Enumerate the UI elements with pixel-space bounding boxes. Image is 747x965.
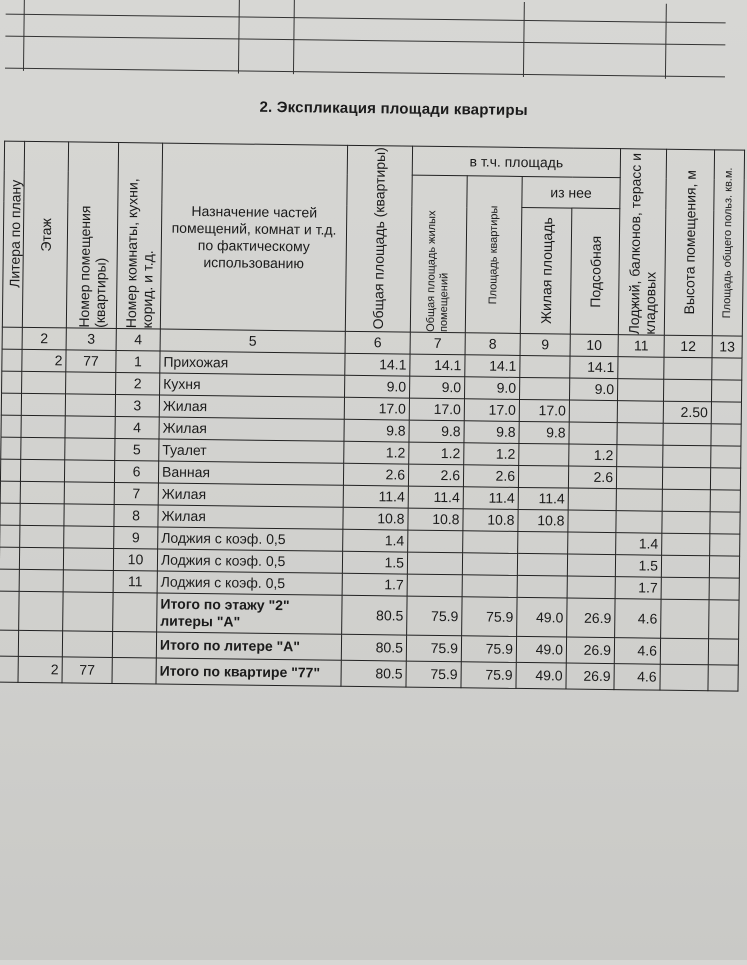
total-area-cell: 17.0 bbox=[344, 397, 409, 420]
col-number: 5 bbox=[160, 329, 345, 353]
header-height: Высота помещения, м bbox=[680, 170, 699, 315]
room-no-cell: 7 bbox=[114, 483, 158, 506]
total-living-cell: 17.0 bbox=[409, 398, 464, 421]
living-area-cell bbox=[518, 465, 568, 488]
col-number: 13 bbox=[712, 336, 742, 358]
total-area-cell: 1.5 bbox=[342, 551, 407, 574]
header-litera: Литера по плану bbox=[6, 180, 24, 289]
height-cell: 2.50 bbox=[663, 401, 711, 424]
col-number: 2 bbox=[22, 327, 66, 350]
living-area-cell bbox=[517, 553, 567, 576]
height-cell bbox=[664, 357, 712, 380]
loggia-area-cell: 1.7 bbox=[615, 577, 661, 600]
loggia-area-cell bbox=[616, 467, 662, 490]
aux-area-cell bbox=[569, 422, 617, 445]
room-name-cell: Жилая bbox=[159, 395, 344, 419]
total-area-cell: 14.1 bbox=[345, 353, 410, 376]
room-no-cell: 4 bbox=[115, 417, 159, 440]
living-area-cell: 49.0 bbox=[517, 597, 567, 637]
aux-area-cell bbox=[568, 532, 616, 555]
apt-cell bbox=[63, 570, 113, 593]
room-name-cell: Жилая bbox=[158, 505, 343, 529]
apt-cell bbox=[65, 438, 115, 461]
height-cell bbox=[661, 555, 709, 578]
floor-cell bbox=[19, 569, 63, 592]
total-area-cell: 9.8 bbox=[344, 419, 409, 442]
loggia-area-cell bbox=[617, 379, 663, 402]
loggia-area-cell: 4.6 bbox=[614, 638, 660, 665]
apt-cell: 77 bbox=[66, 350, 116, 373]
apt-cell bbox=[66, 372, 116, 395]
room-no-cell: 9 bbox=[114, 526, 158, 549]
total-area-cell: 1.7 bbox=[342, 573, 407, 596]
header-incl: в т.ч. площадь bbox=[412, 146, 620, 178]
living-area-cell: 10.8 bbox=[518, 509, 568, 532]
living-area-cell bbox=[517, 575, 567, 598]
height-cell bbox=[662, 467, 710, 490]
total-living-cell: 75.9 bbox=[406, 635, 461, 662]
aux-area-cell: 26.9 bbox=[566, 663, 614, 690]
loggia-area-cell: 1.4 bbox=[616, 533, 662, 556]
aux-area-cell bbox=[569, 400, 617, 423]
living-area-cell bbox=[519, 443, 569, 466]
room-no-cell: 5 bbox=[115, 439, 159, 462]
living-area-cell bbox=[518, 531, 568, 554]
room-name-cell: Лоджия с коэф. 0,5 bbox=[157, 571, 342, 595]
apt-area-cell: 10.8 bbox=[463, 509, 518, 532]
apt-cell bbox=[65, 394, 115, 417]
loggia-area-cell: 4.6 bbox=[615, 599, 661, 639]
aux-area-cell bbox=[567, 554, 615, 577]
aux-area-cell: 26.9 bbox=[566, 637, 614, 664]
total-area-cell: 11.4 bbox=[343, 485, 408, 508]
loggia-area-cell: 1.5 bbox=[615, 555, 661, 578]
living-area-cell: 49.0 bbox=[516, 636, 566, 663]
room-no-cell: 3 bbox=[115, 395, 159, 418]
room-no-cell: 11 bbox=[113, 570, 157, 593]
total-area-cell: 1.4 bbox=[343, 529, 408, 552]
height-cell bbox=[663, 379, 711, 402]
room-name-cell: Прихожая bbox=[160, 351, 345, 375]
total-area-cell: 80.5 bbox=[341, 660, 406, 687]
loggia-area-cell bbox=[617, 445, 663, 468]
col-number: 10 bbox=[570, 334, 618, 357]
apt-cell bbox=[65, 416, 115, 439]
apt-cell bbox=[64, 460, 114, 483]
col-number: 3 bbox=[66, 328, 116, 351]
total-living-cell: 75.9 bbox=[406, 661, 461, 688]
apt-area-cell bbox=[463, 531, 518, 554]
page-title: 2. Экспликация площади квартиры bbox=[259, 98, 528, 120]
floor-cell: 2 bbox=[22, 349, 66, 372]
loggia-area-cell bbox=[616, 489, 662, 512]
total-living-cell: 9.0 bbox=[410, 376, 465, 399]
height-cell bbox=[662, 533, 710, 556]
col-number: 4 bbox=[116, 329, 160, 352]
floor-cell bbox=[19, 547, 63, 570]
total-area-cell: 80.5 bbox=[341, 634, 406, 661]
room-name-cell: Жилая bbox=[158, 483, 343, 507]
apt-cell bbox=[64, 504, 114, 527]
header-of-it: из нее bbox=[522, 176, 620, 208]
floor-cell: 2 bbox=[18, 656, 62, 683]
total-area-cell: 2.6 bbox=[343, 463, 408, 486]
room-name-cell: Жилая bbox=[159, 417, 344, 441]
room-name-cell: Кухня bbox=[160, 373, 345, 397]
aux-area-cell: 14.1 bbox=[570, 356, 618, 379]
apt-area-cell: 14.1 bbox=[465, 355, 520, 378]
apt-cell bbox=[63, 548, 113, 571]
apt-cell: 77 bbox=[62, 657, 112, 684]
total-area-cell: 1.2 bbox=[344, 441, 409, 464]
room-name-cell: Лоджия с коэф. 0,5 bbox=[157, 549, 342, 573]
living-area-cell: 49.0 bbox=[516, 662, 566, 689]
col-number: 11 bbox=[618, 335, 664, 358]
total-living-cell: 14.1 bbox=[410, 354, 465, 377]
living-area-cell bbox=[520, 355, 570, 378]
living-area-cell bbox=[519, 377, 569, 400]
total-living-cell: 10.8 bbox=[408, 508, 463, 531]
floor-cell bbox=[21, 415, 65, 438]
room-no-cell: 2 bbox=[116, 373, 160, 396]
loggia-area-cell bbox=[617, 423, 663, 446]
apt-area-cell: 9.8 bbox=[464, 421, 519, 444]
loggia-area-cell bbox=[617, 401, 663, 424]
loggia-area-cell bbox=[618, 357, 664, 380]
floor-cell bbox=[21, 393, 65, 416]
apt-area-cell: 75.9 bbox=[462, 597, 517, 637]
header-room-no: Номер комнаты, кухни, корид. и т.д. bbox=[122, 178, 156, 329]
total-living-cell: 11.4 bbox=[408, 486, 463, 509]
floor-cell bbox=[20, 459, 64, 482]
room-no-cell: 1 bbox=[116, 351, 160, 374]
loggia-area-cell: 4.6 bbox=[614, 664, 660, 691]
apt-area-cell: 17.0 bbox=[464, 399, 519, 422]
total-area-cell: 80.5 bbox=[342, 595, 407, 635]
col-number: 12 bbox=[664, 335, 712, 358]
apt-area-cell: 1.2 bbox=[464, 443, 519, 466]
living-area-cell: 11.4 bbox=[518, 487, 568, 510]
aux-area-cell bbox=[568, 510, 616, 533]
aux-area-cell: 9.0 bbox=[569, 378, 617, 401]
col-number: 7 bbox=[410, 332, 465, 355]
header-loggias: Лоджий, балконов, терасс и кладовых bbox=[625, 152, 659, 335]
apt-area-cell bbox=[462, 553, 517, 576]
col-number: 9 bbox=[520, 333, 570, 356]
total-area-cell: 10.8 bbox=[343, 507, 408, 530]
apt-cell bbox=[64, 526, 114, 549]
aux-area-cell bbox=[567, 576, 615, 599]
total-label-cell: Итого по этажу "2" литеры "А" bbox=[157, 593, 342, 634]
floor-cell bbox=[20, 525, 64, 548]
header-purpose: Назначение частей помещений, комнат и т.д. по фактическому использованию bbox=[171, 202, 337, 271]
aux-area-cell: 1.2 bbox=[569, 444, 617, 467]
header-living: Жилая площадь bbox=[537, 217, 555, 325]
room-no-cell: 6 bbox=[114, 461, 158, 484]
height-cell bbox=[662, 511, 710, 534]
header-apt-area: Площадь квартиры bbox=[486, 205, 500, 305]
total-label-cell: Итого по литере "А" bbox=[156, 632, 341, 660]
room-name-cell: Лоджия с коэф. 0,5 bbox=[158, 527, 343, 551]
floor-cell bbox=[20, 503, 64, 526]
room-no-cell: 8 bbox=[114, 504, 158, 527]
aux-area-cell bbox=[568, 488, 616, 511]
total-living-cell: 2.6 bbox=[408, 464, 463, 487]
loggia-area-cell bbox=[616, 511, 662, 534]
apt-area-cell: 75.9 bbox=[461, 662, 516, 689]
total-area-cell: 9.0 bbox=[345, 375, 410, 398]
apt-area-cell: 75.9 bbox=[461, 636, 516, 663]
header-total-living: Общая площадь жилых помещений bbox=[424, 210, 451, 333]
header-common: Площадь общего польз. кв.м. bbox=[721, 167, 735, 319]
apt-cell bbox=[64, 482, 114, 505]
total-living-cell bbox=[407, 574, 462, 597]
floor-cell bbox=[19, 591, 63, 631]
height-cell bbox=[662, 489, 710, 512]
apt-area-cell: 9.0 bbox=[465, 377, 520, 400]
floor-cell bbox=[21, 437, 65, 460]
col-number: 6 bbox=[345, 331, 410, 354]
living-area-cell: 17.0 bbox=[519, 399, 569, 422]
floor-cell bbox=[20, 481, 64, 504]
height-cell bbox=[661, 577, 709, 600]
apt-area-cell: 2.6 bbox=[463, 465, 518, 488]
floor-cell bbox=[18, 630, 62, 657]
room-no-cell: 10 bbox=[113, 548, 157, 571]
living-area-cell: 9.8 bbox=[519, 421, 569, 444]
room-name-cell: Туалет bbox=[159, 439, 344, 463]
header-total: Общая площадь (квартиры) bbox=[369, 147, 389, 330]
apt-area-cell bbox=[462, 575, 517, 598]
apt-cell bbox=[62, 631, 112, 658]
total-living-cell: 9.8 bbox=[409, 420, 464, 443]
header-auxiliary: Подсобная bbox=[586, 235, 604, 308]
top-form-grid bbox=[5, 0, 726, 79]
height-cell bbox=[663, 445, 711, 468]
total-living-cell: 1.2 bbox=[409, 442, 464, 465]
total-label-cell: Итого по квартире "77" bbox=[156, 658, 341, 686]
floor-cell bbox=[22, 371, 66, 394]
explication-table bbox=[0, 141, 745, 692]
header-apt-no: Номер помещения (квартиры) bbox=[75, 205, 109, 328]
height-cell bbox=[663, 423, 711, 446]
apt-cell bbox=[63, 592, 113, 632]
total-living-cell bbox=[407, 552, 462, 575]
aux-area-cell: 2.6 bbox=[568, 466, 616, 489]
total-living-cell: 75.9 bbox=[407, 596, 462, 636]
col-number: 8 bbox=[465, 333, 520, 356]
apt-area-cell: 11.4 bbox=[463, 487, 518, 510]
total-living-cell bbox=[408, 530, 463, 553]
header-floor: Этаж bbox=[37, 217, 54, 252]
aux-area-cell: 26.9 bbox=[567, 598, 615, 638]
room-name-cell: Ванная bbox=[158, 461, 343, 485]
